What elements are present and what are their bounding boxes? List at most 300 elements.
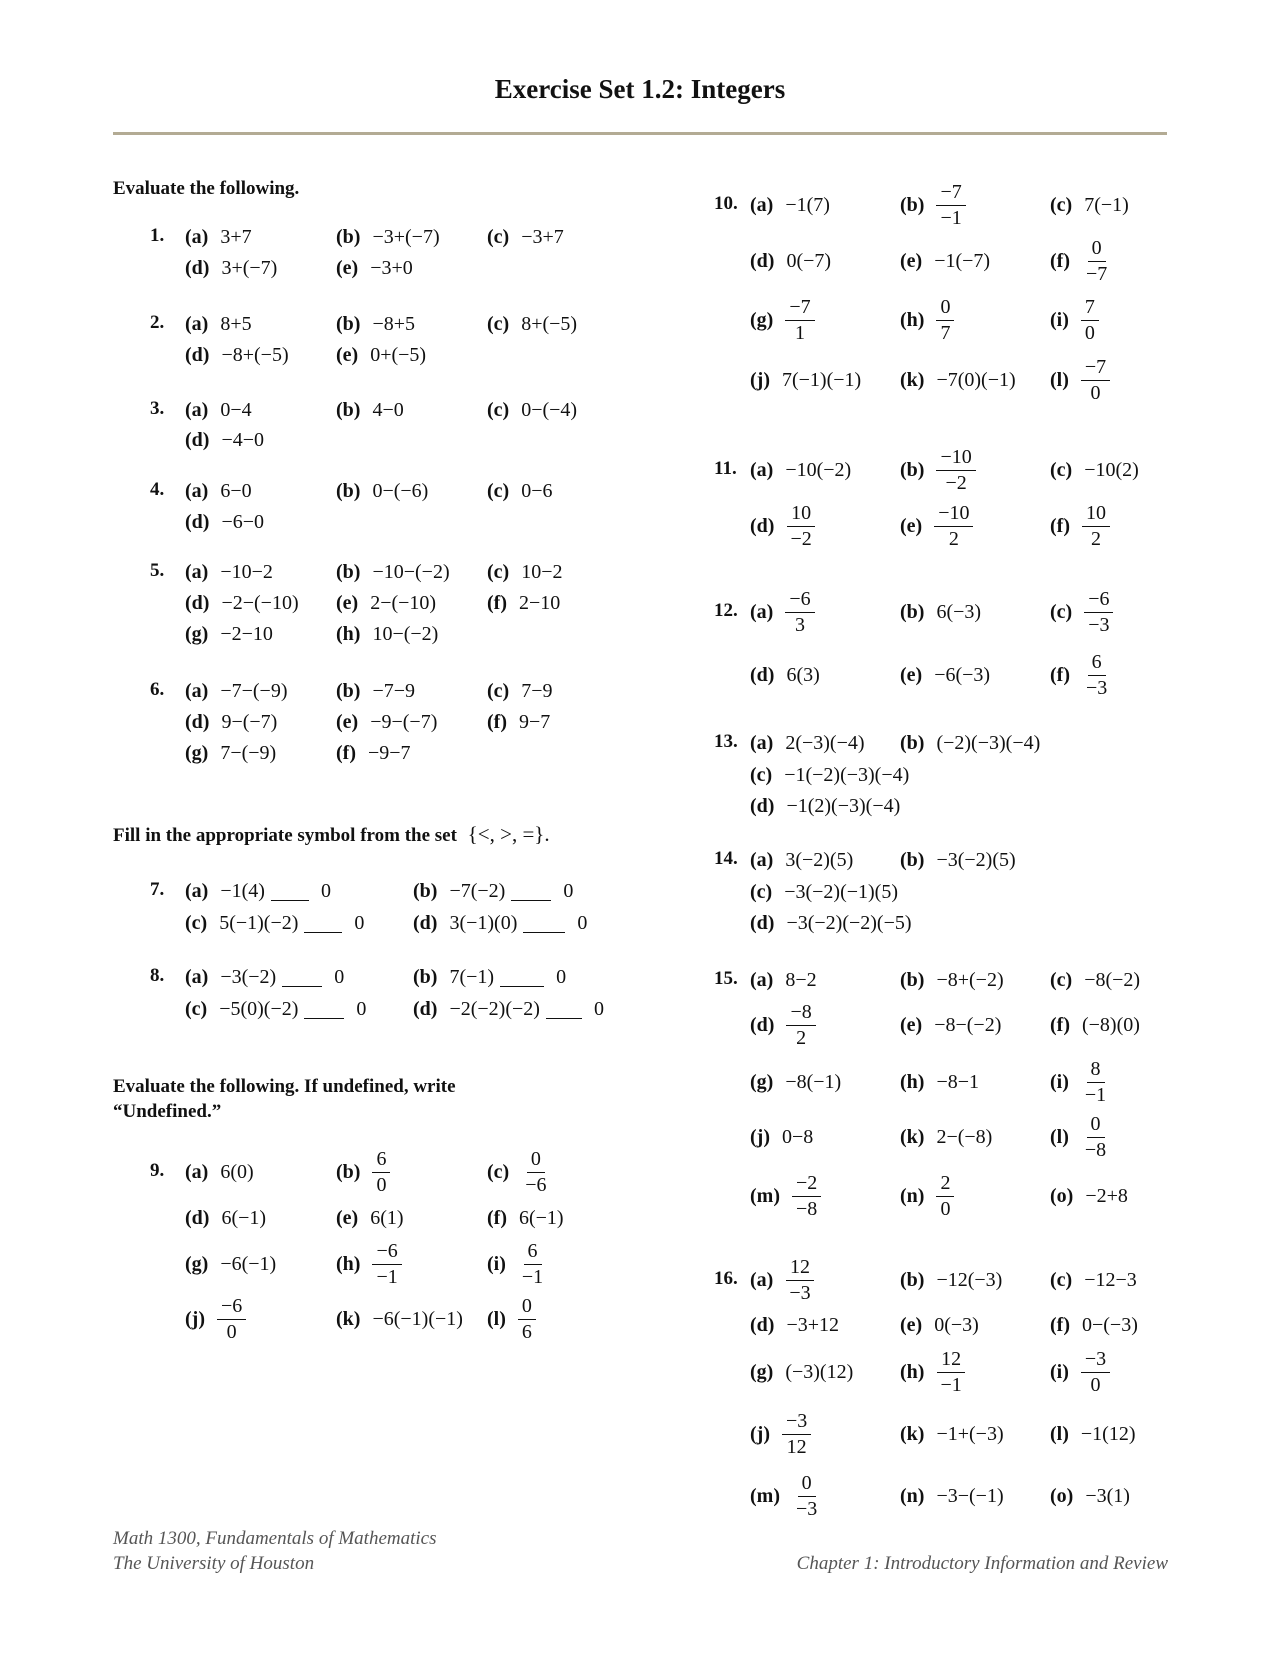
item-expression: 8+5	[220, 312, 252, 335]
problem-number: 1.	[150, 225, 165, 246]
problem-item	[900, 585, 981, 639]
problem-item	[900, 1055, 979, 1109]
item-expression: −4−0	[221, 428, 265, 451]
problem-item	[750, 1345, 853, 1399]
item-label: (c)	[1050, 600, 1073, 623]
problem-item	[750, 1298, 839, 1352]
item-label: (l)	[1050, 1125, 1069, 1148]
problem-number: 12.	[714, 600, 738, 621]
fraction-numerator: 2	[936, 1171, 954, 1197]
item-label: (a)	[185, 312, 209, 335]
footer-left	[113, 1526, 437, 1576]
item-expression: −3−(−1)	[936, 1484, 1004, 1507]
item-label: (f)	[1050, 1013, 1070, 1036]
item-label: (b)	[336, 312, 361, 335]
item-label: (h)	[336, 1252, 361, 1275]
item-label: (h)	[900, 308, 925, 331]
item-expression: −3(−2)(−1)(5)	[784, 880, 899, 903]
item-expression: 2(−3)(−4)	[785, 731, 865, 754]
problem-item	[1050, 585, 1113, 639]
fraction	[1081, 1347, 1110, 1398]
item-label: (e)	[900, 663, 923, 686]
symbol-set: {<, >, =}.	[467, 822, 550, 846]
item-label: (l)	[1050, 1422, 1069, 1445]
problem-item	[487, 383, 577, 437]
item-label: (b)	[413, 965, 438, 988]
item-label: (g)	[750, 1360, 774, 1383]
item-label: (d)	[750, 1013, 775, 1036]
item-expression: 2−10	[518, 591, 561, 614]
item-label: (d)	[185, 256, 210, 279]
problem-item	[900, 1298, 979, 1352]
problem-item	[1050, 353, 1110, 407]
fraction-numerator: −6	[1084, 587, 1113, 613]
fraction-denominator: −1	[1084, 1083, 1107, 1106]
item-label: (e)	[900, 1013, 923, 1036]
problem-item	[1050, 1407, 1136, 1461]
item-expression: −2+8	[1085, 1184, 1128, 1207]
problem-item	[185, 413, 264, 467]
item-expression: 0(−7)	[786, 249, 832, 272]
footer-university: The University of Houston	[113, 1553, 315, 1574]
item-expression: −8(−1)	[785, 1070, 842, 1093]
item-expression: −3+7	[521, 225, 564, 248]
fraction-numerator: 0	[798, 1471, 816, 1497]
item-label: (a)	[185, 398, 209, 421]
problem-item	[750, 353, 861, 407]
problem-item	[1050, 998, 1140, 1052]
item-label: (b)	[900, 731, 925, 754]
item-expression: −3(−2)	[220, 965, 277, 988]
problem-item	[750, 1407, 811, 1461]
fraction-numerator: 10	[787, 501, 815, 527]
fraction-denominator: −2	[790, 527, 812, 550]
item-label: (d)	[750, 911, 775, 934]
item-label: (b)	[336, 679, 361, 702]
footer-course: Math 1300, Fundamentals of Mathematics	[113, 1528, 437, 1549]
item-label: (i)	[1050, 1360, 1069, 1383]
item-expression: −6(−1)	[220, 1252, 277, 1275]
problem-item	[900, 1169, 954, 1223]
problem-item	[900, 998, 1001, 1052]
comparison-value: 0	[334, 965, 345, 988]
item-expression: 2−(−8)	[936, 1125, 993, 1148]
fraction-denominator: 2	[796, 1026, 807, 1049]
item-expression: −8−1	[936, 1070, 980, 1093]
problem-item	[336, 1237, 402, 1291]
fraction-denominator: −1	[521, 1265, 544, 1288]
item-expression: 0−(−4)	[521, 398, 578, 421]
problem-item	[900, 833, 1016, 887]
problem-item	[900, 1469, 1004, 1523]
answer-blank[interactable]	[304, 1000, 344, 1019]
problem-item	[1050, 443, 1139, 497]
fraction-numerator: 0	[1087, 1112, 1105, 1138]
item-expression: 6(−1)	[221, 1206, 267, 1229]
fraction-numerator: 0	[1088, 236, 1106, 262]
comparison-value: 0	[354, 911, 365, 934]
problem-item	[1050, 1055, 1110, 1109]
fraction-denominator: −3	[789, 1281, 811, 1304]
item-label: (k)	[900, 1125, 925, 1148]
problem-item	[413, 896, 587, 950]
fraction	[1081, 1112, 1110, 1163]
item-expression: −1+(−3)	[936, 1422, 1004, 1445]
item-label: (g)	[750, 1070, 774, 1093]
item-expression: (−3)(12)	[785, 1360, 854, 1383]
item-label: (d)	[185, 591, 210, 614]
fraction	[1081, 295, 1099, 346]
fraction	[936, 295, 954, 346]
fraction-denominator: −7	[1085, 262, 1108, 285]
problem-number: 11.	[714, 458, 737, 479]
problem-item	[336, 383, 404, 437]
item-expression: 10−(−2)	[372, 622, 439, 645]
item-expression: −3(−2)(5)	[936, 848, 1016, 871]
item-label: (c)	[1050, 1268, 1073, 1291]
item-label: (c)	[487, 398, 510, 421]
item-label: (c)	[750, 763, 773, 786]
fraction-denominator: 0	[1090, 1373, 1101, 1396]
item-label: (e)	[336, 591, 359, 614]
problem-item	[487, 464, 552, 518]
problem-item	[750, 779, 900, 833]
problem-item	[750, 499, 816, 553]
problem-item	[750, 896, 912, 950]
problem-item	[185, 495, 264, 549]
item-label: (j)	[750, 1422, 770, 1445]
fraction	[936, 1347, 965, 1398]
problem-item	[900, 1407, 1004, 1461]
item-expression: −3+(−7)	[372, 225, 440, 248]
item-label: (b)	[900, 1268, 925, 1291]
problem-item	[336, 726, 411, 780]
item-expression: −10(−2)	[785, 458, 852, 481]
fraction-denominator: −6	[525, 1173, 547, 1196]
fraction-denominator: −8	[1084, 1138, 1107, 1161]
item-expression: 7(−1)(−1)	[781, 368, 862, 391]
item-expression: 0−(−3)	[1081, 1313, 1138, 1336]
problem-number: 3.	[150, 398, 165, 419]
fraction-denominator: −3	[795, 1497, 818, 1520]
problem-item	[750, 178, 830, 232]
item-label: (f)	[1050, 663, 1070, 686]
problem-item	[900, 178, 966, 232]
item-expression: −9−(−7)	[370, 710, 438, 733]
fraction-numerator: −6	[785, 587, 814, 613]
problem-item	[900, 353, 1016, 407]
fraction	[518, 1294, 536, 1345]
problem-item	[336, 607, 438, 661]
item-expression: −10(2)	[1084, 458, 1139, 481]
item-expression: −1(2)(−3)(−4)	[786, 794, 901, 817]
fraction	[792, 1471, 821, 1522]
problem-item	[185, 1237, 276, 1291]
item-expression: −8(−2)	[1084, 968, 1141, 991]
item-label: (a)	[750, 968, 774, 991]
fraction-numerator: −8	[786, 1000, 815, 1026]
item-expression: −3(1)	[1085, 1484, 1130, 1507]
item-label: (f)	[487, 591, 507, 614]
fraction-denominator: 7	[940, 321, 951, 344]
item-label: (a)	[750, 731, 774, 754]
item-label: (a)	[750, 600, 774, 623]
problem-item	[185, 1292, 246, 1346]
comparison-value: 0	[563, 879, 574, 902]
item-label: (d)	[185, 1206, 210, 1229]
item-label: (c)	[487, 679, 510, 702]
problem-item	[750, 443, 851, 497]
fraction-denominator: 12	[786, 1435, 807, 1458]
page-title: Exercise Set 1.2: Integers	[494, 74, 786, 104]
item-label: (e)	[900, 1313, 923, 1336]
item-label: (k)	[900, 368, 925, 391]
item-label: (b)	[336, 1160, 361, 1183]
problem-number: 16.	[714, 1268, 738, 1289]
item-expression: 0(−3)	[934, 1313, 979, 1336]
item-label: (j)	[750, 1125, 770, 1148]
fraction	[786, 501, 815, 552]
item-label: (h)	[900, 1360, 925, 1383]
item-label: (c)	[1050, 193, 1073, 216]
item-expression: 9−7	[518, 710, 551, 733]
fraction-numerator: −10	[936, 445, 975, 471]
item-label: (d)	[750, 249, 775, 272]
item-label: (j)	[185, 1307, 205, 1330]
instruction-fill-symbol	[113, 822, 550, 848]
problem-number: 8.	[150, 965, 165, 986]
item-label: (b)	[336, 398, 361, 421]
item-expression: 0+(−5)	[370, 343, 427, 366]
instruction-undefined	[113, 1074, 456, 1124]
item-label: (c)	[487, 312, 510, 335]
comparison-value: 0	[593, 997, 604, 1020]
fraction-numerator: −6	[372, 1239, 401, 1265]
problem-item	[1050, 1345, 1110, 1399]
comparison-value: 0	[320, 879, 331, 902]
problem-number: 6.	[150, 679, 165, 700]
fraction	[518, 1239, 547, 1290]
item-label: (d)	[185, 343, 210, 366]
problem-number: 9.	[150, 1160, 165, 1181]
problem-number: 5.	[150, 560, 165, 581]
problem-item	[1050, 499, 1110, 553]
item-label: (b)	[900, 600, 925, 623]
item-label: (d)	[413, 997, 438, 1020]
problem-item	[750, 585, 815, 639]
problem-item	[1050, 1169, 1128, 1223]
fraction	[792, 1171, 821, 1222]
item-expression: 6(−3)	[936, 600, 982, 623]
item-expression: 3(−1)(0)	[449, 911, 518, 934]
item-label: (f)	[1050, 1313, 1070, 1336]
fraction	[372, 1239, 401, 1290]
answer-blank[interactable]	[546, 1000, 582, 1019]
item-expression: −1(4)	[220, 879, 265, 902]
problem-number: 2.	[150, 312, 165, 333]
item-label: (m)	[750, 1184, 780, 1207]
fraction-numerator: −10	[934, 501, 973, 527]
problem-number: 7.	[150, 879, 165, 900]
item-expression: 0−8	[781, 1125, 814, 1148]
fraction	[936, 1171, 954, 1222]
fraction	[786, 1000, 815, 1051]
item-label: (c)	[185, 911, 208, 934]
instruction-fill-text: Fill in the appropriate symbol from the set	[113, 825, 457, 846]
problem-item	[1050, 648, 1111, 702]
item-label: (i)	[1050, 1070, 1069, 1093]
fraction-numerator: 12	[786, 1255, 814, 1281]
answer-blank[interactable]	[523, 914, 565, 933]
item-expression: −7(0)(−1)	[936, 368, 1016, 391]
fraction	[782, 1409, 811, 1460]
item-expression: 7−(−9)	[220, 741, 277, 764]
problem-item	[1050, 1298, 1138, 1352]
problem-item	[1050, 178, 1129, 232]
fraction-numerator: −2	[792, 1171, 821, 1197]
fraction-numerator: 6	[1088, 650, 1106, 676]
item-expression: −2−10	[220, 622, 273, 645]
item-expression: −1(−7)	[934, 249, 991, 272]
fraction	[217, 1294, 246, 1345]
fraction-denominator: 1	[794, 321, 805, 344]
item-expression: −8−(−2)	[934, 1013, 1002, 1036]
item-label: (d)	[750, 794, 775, 817]
item-expression: 6(0)	[220, 1160, 254, 1183]
fraction	[1082, 650, 1111, 701]
problem-item	[487, 210, 564, 264]
problem-item	[336, 1292, 463, 1346]
fraction-denominator: 0	[376, 1173, 387, 1196]
fraction	[785, 587, 814, 638]
item-label: (d)	[750, 1313, 775, 1336]
item-label: (c)	[487, 479, 510, 502]
problem-item	[487, 576, 560, 630]
item-label: (g)	[185, 741, 209, 764]
item-expression: −2(−2)(−2)	[449, 997, 540, 1020]
problem-item	[750, 1469, 821, 1523]
problem-item	[900, 648, 990, 702]
item-expression: 6−0	[220, 479, 252, 502]
fraction-numerator: 6	[372, 1147, 390, 1173]
fraction-numerator: 0	[527, 1147, 545, 1173]
problem-number: 14.	[714, 848, 738, 869]
item-expression: −3+12	[786, 1313, 840, 1336]
problem-item	[1050, 234, 1111, 288]
item-expression: −12(−3)	[936, 1268, 1003, 1291]
problem-item	[413, 982, 604, 1036]
item-label: (c)	[487, 1160, 510, 1183]
item-expression: 7−9	[521, 679, 553, 702]
fraction-numerator: −7	[936, 180, 965, 206]
item-label: (c)	[487, 225, 510, 248]
item-expression: 4−0	[372, 398, 404, 421]
item-label: (b)	[900, 193, 925, 216]
problem-item	[185, 241, 277, 295]
problem-item	[336, 464, 428, 518]
problem-item	[487, 1237, 547, 1291]
item-label: (e)	[336, 256, 359, 279]
problem-item	[900, 1110, 992, 1164]
item-expression: −9−7	[367, 741, 411, 764]
answer-blank[interactable]	[304, 914, 342, 933]
fraction-denominator: 3	[794, 613, 805, 636]
item-expression: (−8)(0)	[1081, 1013, 1140, 1036]
item-expression: −7(−2)	[449, 879, 506, 902]
item-label: (d)	[750, 514, 775, 537]
problem-item	[900, 293, 954, 347]
item-expression: 0−4	[220, 398, 252, 421]
fraction-denominator: −1	[940, 206, 962, 229]
item-label: (f)	[1050, 249, 1070, 272]
item-label: (d)	[413, 911, 438, 934]
problem-item	[900, 1345, 966, 1399]
problem-item	[1050, 293, 1099, 347]
fraction-numerator: −3	[1081, 1347, 1110, 1373]
item-label: (a)	[750, 848, 774, 871]
fraction	[1084, 587, 1113, 638]
problem-item	[750, 234, 831, 288]
comparison-value: 0	[556, 965, 567, 988]
item-label: (i)	[1050, 308, 1069, 331]
item-label: (k)	[336, 1307, 361, 1330]
problem-number: 13.	[714, 731, 738, 752]
item-label: (a)	[185, 1160, 209, 1183]
item-expression: −1(12)	[1080, 1422, 1136, 1445]
problem-item	[750, 293, 815, 347]
item-label: (a)	[185, 479, 209, 502]
fraction-denominator: −3	[1085, 676, 1108, 699]
item-label: (a)	[185, 679, 209, 702]
item-label: (g)	[185, 1252, 209, 1275]
problem-item	[185, 726, 276, 780]
item-expression: 0−6	[521, 479, 553, 502]
item-expression: −10−2	[220, 560, 273, 583]
instruction-evaluate: Evaluate the following.	[113, 178, 300, 199]
problem-item	[487, 695, 550, 749]
item-label: (c)	[1050, 458, 1073, 481]
problem-item	[185, 607, 273, 661]
item-expression: −6(−1)(−1)	[372, 1307, 463, 1330]
problem-item	[900, 443, 976, 497]
fraction	[1082, 236, 1111, 287]
item-label: (o)	[1050, 1484, 1074, 1507]
item-expression: 3+(−7)	[221, 256, 278, 279]
problem-item	[185, 982, 366, 1036]
fraction-denominator: 2	[948, 527, 959, 550]
item-label: (e)	[336, 710, 359, 733]
item-expression: −3+0	[370, 256, 413, 279]
item-label: (a)	[185, 225, 209, 248]
item-label: (b)	[900, 968, 925, 991]
fraction-numerator: 0	[936, 295, 954, 321]
item-label: (c)	[1050, 968, 1073, 991]
fraction	[372, 1147, 390, 1198]
problem-item	[900, 499, 973, 553]
fraction-denominator: 0	[940, 1197, 951, 1220]
item-label: (a)	[185, 560, 209, 583]
fraction-numerator: 8	[1087, 1057, 1105, 1083]
fraction-denominator: −3	[1088, 613, 1110, 636]
fraction	[521, 1147, 550, 1198]
item-label: (o)	[1050, 1184, 1074, 1207]
problem-item	[750, 648, 820, 702]
item-expression: 6(1)	[370, 1206, 404, 1229]
item-label: (b)	[900, 848, 925, 871]
item-label: (e)	[900, 514, 923, 537]
item-label: (d)	[185, 428, 210, 451]
item-label: (h)	[900, 1070, 925, 1093]
